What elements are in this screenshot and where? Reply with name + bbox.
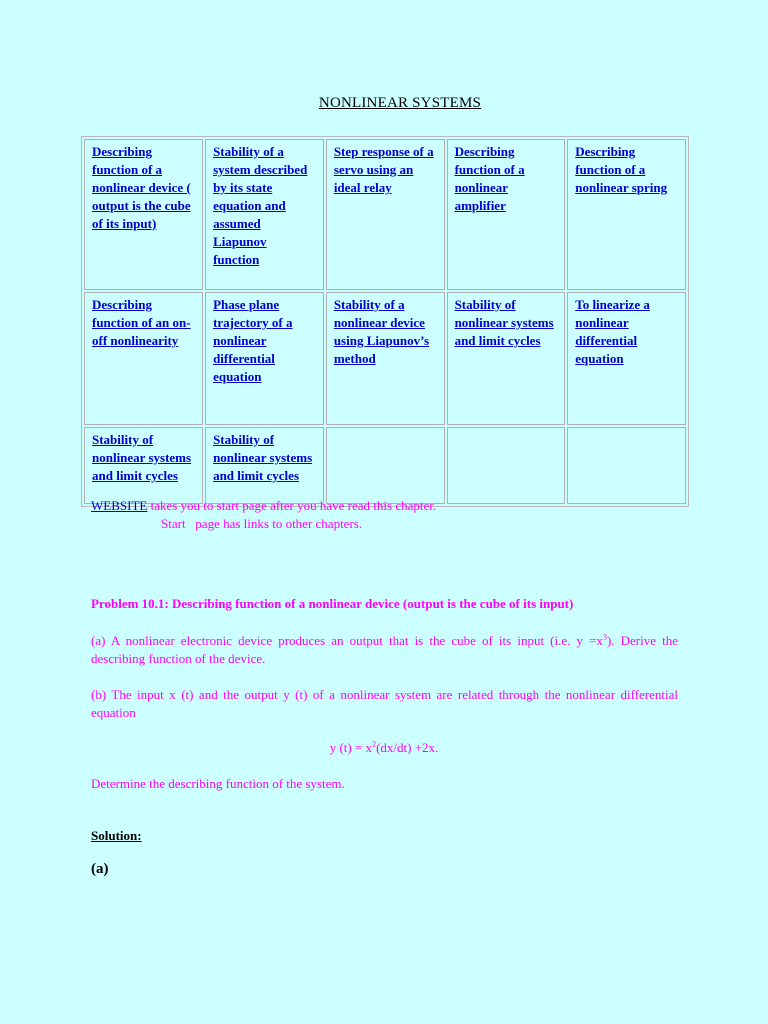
table-cell: [205, 427, 324, 504]
page-title: NONLINEAR SYSTEMS: [318, 95, 482, 111]
part-a-text-end: ). Derive the describing function of the device.: [91, 633, 678, 666]
table-cell: [205, 139, 324, 290]
chapter-link[interactable]: Stability of a nonlinear device using Liapunov’s method: [333, 297, 430, 366]
table-cell: [326, 139, 445, 290]
chapter-link[interactable]: Step response of a servo using an ideal relay: [333, 144, 434, 195]
table-cell: [447, 139, 566, 290]
table-cell: [84, 139, 203, 290]
table-cell-empty: [326, 427, 445, 504]
table-cell: [84, 427, 203, 504]
part-a-text: (a) A nonlinear electronic device produces an output that is the cube of its input (i.e. y =x: [91, 633, 603, 648]
website-nav-line: [91, 498, 436, 514]
website-link[interactable]: WEBSITE: [91, 498, 148, 513]
equation-rhs: (dx/dt) +2x.: [376, 740, 439, 755]
chapter-link[interactable]: Stability of nonlinear systems and limit cycles: [92, 432, 192, 483]
chapter-link[interactable]: Describing function of a nonlinear device ( output is the cube of its input): [92, 144, 191, 231]
chapter-link[interactable]: Describing function of a nonlinear spring: [575, 144, 668, 195]
chapter-link[interactable]: Stability of a system described by its state equation and assumed Liapunov function: [213, 144, 308, 267]
solution-heading: Solution:: [91, 828, 142, 843]
table-cell: [326, 292, 445, 425]
chapter-link[interactable]: Phase plane trajectory of a nonlinear differential equation: [213, 297, 293, 384]
start-page-note: Start page has links to other chapters.: [161, 516, 363, 531]
problem-part-a: [91, 632, 678, 668]
table-cell-empty: [567, 427, 686, 504]
table-cell: [205, 292, 324, 425]
table-row: [84, 292, 686, 425]
equation: [0, 740, 768, 756]
chapter-link[interactable]: Stability of nonlinear systems and limit cycles: [454, 297, 554, 348]
chapter-link[interactable]: Stability of nonlinear systems and limit cycles: [213, 432, 313, 483]
problem-part-b: (b) The input x (t) and the output y (t) of a nonlinear system are related through the nonlinear differential equation: [91, 687, 678, 720]
table-row: [84, 427, 686, 504]
problem-instruction: Determine the describing function of the system.: [91, 776, 345, 791]
table-row: [84, 139, 686, 290]
equation-lhs: y (t) = x: [329, 740, 373, 755]
website-nav-text: takes you to start page after you have read this chapter.: [147, 498, 437, 513]
table-cell: [567, 292, 686, 425]
chapter-links-table: [81, 136, 689, 507]
chapter-link[interactable]: Describing function of a nonlinear amplifier: [454, 144, 525, 213]
chapter-link[interactable]: Describing function of an on-off nonlinearity: [92, 297, 191, 348]
exponent: 3: [602, 632, 607, 642]
table-cell-empty: [447, 427, 566, 504]
chapter-link[interactable]: To linearize a nonlinear differential equation: [575, 297, 650, 366]
exponent: 2: [372, 739, 377, 749]
table-cell: [84, 292, 203, 425]
problem-heading: Problem 10.1: Describing function of a nonlinear device (output is the cube of its input): [91, 596, 574, 611]
solution-part-label: (a): [91, 861, 109, 877]
table-cell: [567, 139, 686, 290]
table-cell: [447, 292, 566, 425]
